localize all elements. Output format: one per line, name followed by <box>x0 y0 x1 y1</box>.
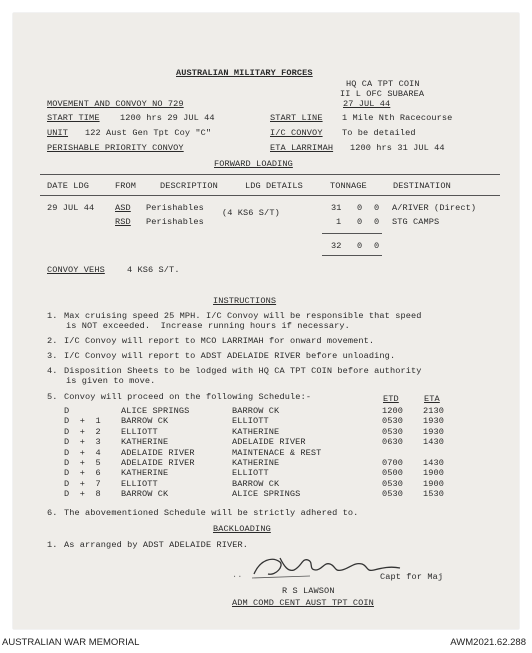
backloading-num: 1. <box>47 540 58 550</box>
instruction-1-num: 1. <box>47 311 58 321</box>
schedule-eta: 1430 <box>423 437 445 447</box>
instruction-2-line1: I/C Convoy will report to MCO LARRIMAH for onward movement. <box>64 336 375 346</box>
ldg-details: (4 KS6 S/T) <box>222 208 280 218</box>
table-header-rule <box>40 195 500 196</box>
eta-col-label: ETA <box>424 394 440 404</box>
schedule-etd: 0500 <box>382 468 404 478</box>
ic-convoy-value: To be detailed <box>342 128 416 138</box>
schedule-day: D + 6 <box>64 468 101 478</box>
schedule-from: KATHERINE <box>121 437 169 447</box>
schedule-to: BARROW CK <box>232 406 280 416</box>
footer-accession: AWM2021.62.288 <box>450 637 526 648</box>
instruction-1-line1: Max cruising speed 25 MPH. I/C Convoy will be responsible that speed <box>64 311 422 321</box>
instruction-6-text: The abovementioned Schedule will be strictly adhered to. <box>64 508 359 518</box>
start-time-value: 1200 hrs 29 JUL 44 <box>120 113 215 123</box>
row-2-t2: 0 <box>357 217 363 227</box>
header-date: DATE LDG <box>47 181 90 191</box>
schedule-to: ADELAIDE RIVER <box>232 437 306 447</box>
total-t1: 32 <box>331 241 342 251</box>
schedule-from: ELLIOTT <box>121 479 158 489</box>
row-1-description: Perishables <box>146 203 204 213</box>
signatory-role: ADM COMD CENT AUST TPT COIN <box>232 598 374 608</box>
header-description: DESCRIPTION <box>160 181 218 191</box>
start-time-label: START TIME <box>47 113 100 123</box>
priority-label: PERISHABLE PRIORITY CONVOY <box>47 143 184 153</box>
hq-date: 27 JUL 44 <box>343 99 391 109</box>
movement-label: MOVEMENT AND CONVOY NO 729 <box>47 99 184 109</box>
schedule-from: ADELAIDE RIVER <box>121 448 195 458</box>
convoy-vehs-value: 4 KS6 S/T. <box>127 265 180 275</box>
schedule-eta: 1930 <box>423 416 445 426</box>
schedule-to: ELLIOTT <box>232 468 269 478</box>
eta-value: 1200 hrs 31 JUL 44 <box>350 143 445 153</box>
schedule-eta: 1900 <box>423 468 445 478</box>
signature-dots: .. <box>232 570 243 580</box>
row-1-t2: 0 <box>357 203 363 213</box>
schedule-from: ELLIOTT <box>121 427 158 437</box>
header-from: FROM <box>115 181 137 191</box>
total-t3: 0 <box>374 241 380 251</box>
row-2-from: RSD <box>115 217 131 227</box>
schedule-from: BARROW CK <box>121 489 169 499</box>
schedule-from: BARROW CK <box>121 416 169 426</box>
schedule-day: D <box>64 406 70 416</box>
ic-convoy-label: I/C CONVOY <box>270 128 323 138</box>
forward-loading-heading: FORWARD LOADING <box>214 159 293 169</box>
schedule-to: KATHERINE <box>232 458 280 468</box>
schedule-to: KATHERINE <box>232 427 280 437</box>
schedule-to: ELLIOTT <box>232 416 269 426</box>
unit-label: UNIT <box>47 128 69 138</box>
schedule-day: D + 7 <box>64 479 101 489</box>
header-ldg-details: LDG DETAILS <box>245 181 303 191</box>
row-2-t3: 0 <box>374 217 380 227</box>
signatory-name: R S LAWSON <box>282 586 335 596</box>
tonnage-total-rule <box>322 255 382 256</box>
schedule-day: D + 4 <box>64 448 101 458</box>
schedule-eta: 1900 <box>423 479 445 489</box>
instructions-heading: INSTRUCTIONS <box>213 296 277 306</box>
schedule-etd: 0530 <box>382 427 404 437</box>
eta-label: ETA LARRIMAH <box>270 143 334 153</box>
instruction-6-num: 6. <box>47 508 58 518</box>
schedule-day: D + 2 <box>64 427 101 437</box>
instruction-1-line2: is NOT exceeded. Increase running hours if necessary. <box>66 321 350 331</box>
start-line-label: START LINE <box>270 113 323 123</box>
row-1-t1: 31 <box>331 203 342 213</box>
schedule-to: BARROW CK <box>232 479 280 489</box>
table-top-rule <box>40 174 500 175</box>
schedule-day: D + 8 <box>64 489 101 499</box>
instruction-4-num: 4. <box>47 366 58 376</box>
schedule-etd: 0530 <box>382 489 404 499</box>
schedule-etd: 1200 <box>382 406 404 416</box>
total-t2: 0 <box>357 241 363 251</box>
schedule-eta: 1930 <box>423 427 445 437</box>
row-1-t3: 0 <box>374 203 380 213</box>
instruction-4-line2: is given to move. <box>66 376 156 386</box>
schedule-to: MAINTENACE & REST <box>232 448 322 458</box>
row-1-from: ASD <box>115 203 131 213</box>
schedule-from: KATHERINE <box>121 468 169 478</box>
table-date: 29 JUL 44 <box>47 203 95 213</box>
document-title: AUSTRALIAN MILITARY FORCES <box>176 68 313 78</box>
backloading-heading: BACKLOADING <box>213 524 271 534</box>
signature-capt: Capt for Maj <box>380 572 444 582</box>
schedule-etd: 0530 <box>382 416 404 426</box>
etd-label: ETD <box>383 394 399 404</box>
row-1-destination: A/RIVER (Direct) <box>392 203 477 213</box>
schedule-etd: 0630 <box>382 437 404 447</box>
backloading-text: As arranged by ADST ADELAIDE RIVER. <box>64 540 248 550</box>
start-line-value: 1 Mile Nth Racecourse <box>342 113 453 123</box>
instruction-4-line1: Disposition Sheets to be lodged with HQ CA TPT COIN before authority <box>64 366 422 376</box>
schedule-eta: 1430 <box>423 458 445 468</box>
schedule-day: D + 1 <box>64 416 101 426</box>
tonnage-sum-rule <box>322 233 382 234</box>
schedule-from: ADELAIDE RIVER <box>121 458 195 468</box>
row-2-t1: 1 <box>336 217 342 227</box>
instruction-3-num: 3. <box>47 351 58 361</box>
schedule-day: D + 3 <box>64 437 101 447</box>
hq-line-2: II L OFC SUBAREA <box>340 89 425 99</box>
header-destination: DESTINATION <box>393 181 451 191</box>
schedule-eta: 1530 <box>423 489 445 499</box>
footer-source: AUSTRALIAN WAR MEMORIAL <box>2 637 140 648</box>
hq-line-1: HQ CA TPT COIN <box>346 79 420 89</box>
schedule-day: D + 5 <box>64 458 101 468</box>
unit-value: 122 Aust Gen Tpt Coy "C" <box>85 128 212 138</box>
schedule-to: ALICE SPRINGS <box>232 489 301 499</box>
instruction-3-line1: I/C Convoy will report to ADST ADELAIDE RIVER before unloading. <box>64 351 396 361</box>
instruction-2-num: 2. <box>47 336 58 346</box>
header-tonnage: TONNAGE <box>330 181 367 191</box>
schedule-etd: 0700 <box>382 458 404 468</box>
schedule-eta: 2130 <box>423 406 445 416</box>
instruction-5-num: 5. <box>47 392 58 402</box>
row-2-description: Perishables <box>146 217 204 227</box>
instruction-5-line1: Convoy will proceed on the following Schedule:- <box>64 392 312 402</box>
schedule-from: ALICE SPRINGS <box>121 406 190 416</box>
convoy-vehs-label: CONVOY VEHS <box>47 265 105 275</box>
row-2-destination: STG CAMPS <box>392 217 440 227</box>
schedule-etd: 0530 <box>382 479 404 489</box>
